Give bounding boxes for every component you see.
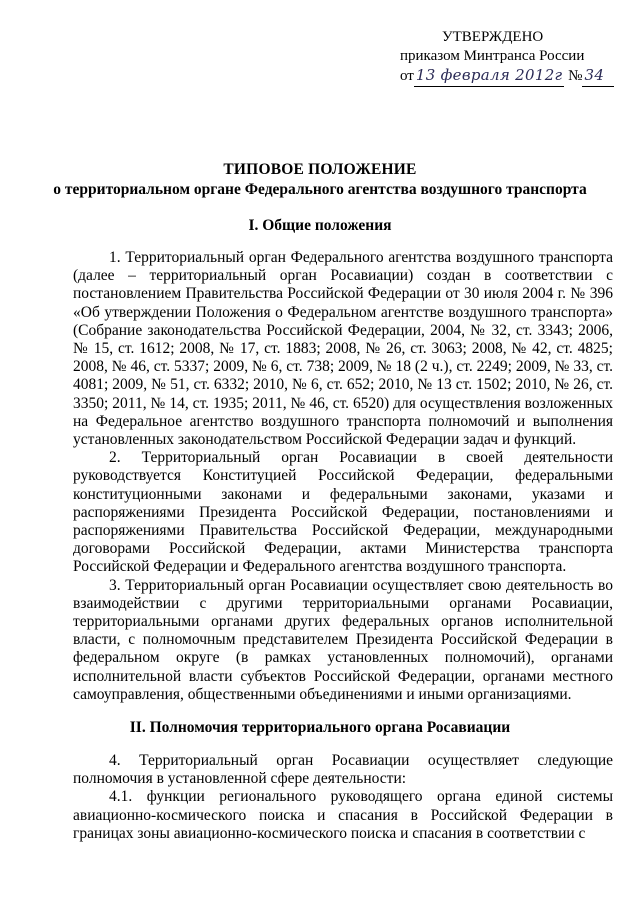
approval-order-line: приказом Минтранса России bbox=[400, 48, 585, 64]
section-2-heading: II. Полномочия территориального органа Росавиации bbox=[129, 719, 511, 736]
document-title-subtitle: о территориальном органе Федерального агентства воздушного транспорта bbox=[53, 181, 587, 198]
section-1-heading: I. Общие положения bbox=[248, 217, 392, 234]
approval-stamp-block bbox=[400, 28, 625, 87]
approval-date-line bbox=[400, 66, 625, 87]
paragraph-1: 1. Территориальный орган Федерального агентства воздушного транспорта (далее – территориальный орган Росавиации) создан в соответствии с постановлением Правительства Российской Федерации от 30 июля 2004 г. № 396 «Об утверждении Положения о Федеральном агентстве воздушного транспорта» (Собрание законодательства Российской Федерации, 2004, № 32, ст. 3343; 2006, № 15, ст. 1612; 2008, № 17, ст. 1883; 2008, № 26, ст. 3063; 2008, № 42, ст. 4825; 2008, № 46, ст. 5337; 2009, № 6, ст. 738; 2009, № 18 (2 ч.), ст. 2249; 2009, № 33, ст. 4081; 2009, № 51, ст. 6332; 2010, № 6, ст. 652; 2010, № 13 ст. 1502; 2010, № 26, ст. 3350; 2011, № 14, ст. 1935; 2011, № 46, ст. 6520) для осуществления возложенных на Федеральное агентство воздушного транспорта полномочий и выполнения установленных законодательством Российской Федерации задач и функций. bbox=[73, 249, 613, 449]
approval-number-handwritten: 34 bbox=[584, 66, 605, 84]
approval-date-handwritten: 13 февраля 2012г bbox=[415, 66, 563, 84]
paragraph-2: 2. Территориальный орган Росавиации в своей деятельности руководствуется Конституцией Российской Федерации, федеральными конституционными законами и федеральными законами, указами и распоряжениями Президента Российской Федерации, постановлениями и распоряжениями Правительства Российской Федерации, международными договорами Российской Федерации, актами Министерства транспорта Российской Федерации и Федерального агентства воздушного транспорта. bbox=[73, 449, 613, 576]
approval-date-field bbox=[414, 66, 565, 87]
section-2-body bbox=[73, 752, 613, 843]
paragraph-4: 4. Территориальный орган Росавиации осуществляет следующие полномочия в установленной сфере деятельности: bbox=[73, 752, 613, 788]
paragraph-4-1: 4.1. функции регионального руководящего органа единой системы авиационно-космического поиска и спасания в Российской Федерации в границах зоны авиационно-космического поиска и спасания в соответствии с bbox=[73, 788, 613, 842]
section-1-body bbox=[73, 249, 613, 704]
paragraph-3: 3. Территориальный орган Росавиации осуществляет свою деятельность во взаимодействии с другими территориальными органами Росавиации, территориальными органами других федеральных органов исполнительной власти, с полномочным представителем Президента Российской Федерации в федеральном округе (в рамках установленных полномочий), органами исполнительной власти субъектов Российской Федерации, органами местного самоуправления, общественными объединениями и иными организациями. bbox=[73, 576, 613, 703]
approval-number-label: № bbox=[568, 68, 583, 84]
document-title-main: ТИПОВОЕ ПОЛОЖЕНИЕ bbox=[223, 161, 417, 178]
approval-number-field bbox=[582, 66, 614, 87]
approval-heading: УТВЕРЖДЕНО bbox=[442, 29, 544, 45]
approval-from-label: от bbox=[400, 68, 414, 84]
document-title bbox=[0, 160, 640, 200]
